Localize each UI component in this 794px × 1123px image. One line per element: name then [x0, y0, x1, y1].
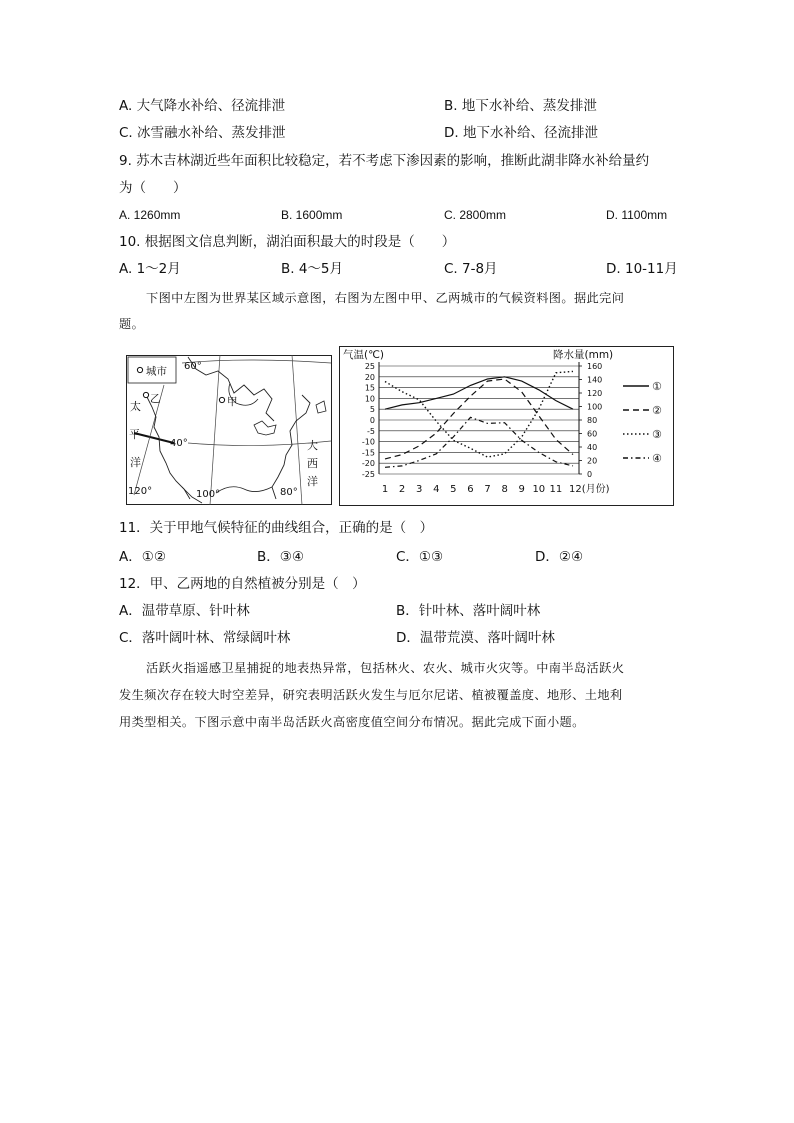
chart-left-tick-label: -20	[361, 459, 375, 469]
chart-right-tick-label: 100	[587, 402, 603, 412]
pacific-char-3: 洋	[130, 456, 141, 469]
chart-right-tick-label: 60	[587, 429, 598, 439]
chart-right-tick-label: 120	[587, 389, 603, 398]
passage1-line2: 题。	[119, 317, 145, 331]
q12-stem: 12．甲、乙两地的自然植被分别是（ ）	[119, 576, 366, 592]
chart-right-tick-label: 0	[587, 470, 593, 479]
chart-legend-label: ②	[652, 404, 662, 417]
chart-x-tick-label: 3	[415, 484, 423, 495]
chart-x-tick-label: 12(月份)	[569, 484, 610, 495]
q11-option-a: A．①②	[119, 549, 166, 565]
chart-right-tick-label: 40	[587, 443, 598, 452]
chart-legend-label: ③	[652, 428, 662, 441]
q12-option-c: C．落叶阔叶林、常绿阔叶林	[119, 630, 291, 646]
chart-left-tick-label: -10	[361, 437, 375, 447]
climate-chart	[339, 346, 674, 506]
chart-left-tick-label: 10	[364, 394, 375, 404]
q10-option-d: D. 10-11月	[606, 261, 678, 277]
q10-stem: 10. 根据图文信息判断，湖泊面积最大的时段是（ ）	[119, 234, 456, 250]
q11-option-d: D．②④	[535, 549, 584, 565]
q9-option-d: D. 1100mm	[606, 208, 668, 222]
q10-option-c: C. 7-8月	[444, 261, 498, 277]
chart-left-tick-label: 15	[364, 383, 375, 393]
q8-option-b: B. 地下水补给、蒸发排泄	[444, 98, 597, 114]
q12-option-d: D．温带荒漠、落叶阔叶林	[396, 630, 555, 646]
atlantic-char-3: 洋	[307, 475, 318, 488]
passage2-line1: 活跃火指遥感卫星捕捉的地表热异常，包括林火、农火、城市火灾等。中南半岛活跃火	[146, 661, 625, 675]
city-jia-label: 甲	[227, 396, 238, 408]
q10-option-a: A. 1～2月	[119, 261, 181, 277]
chart-left-axis-label: 气温(℃)	[343, 349, 384, 361]
map-lon-120: 120°	[128, 486, 153, 497]
chart-x-tick-label: 7	[484, 484, 491, 495]
chart-legend-label: ①	[652, 380, 662, 393]
q9-stem-line1: 9. 苏木吉林湖近些年面积比较稳定，若不考虑下渗因素的影响，推断此湖非降水补给量约	[119, 153, 650, 169]
chart-x-tick-label: 9	[518, 484, 525, 495]
chart-left-tick-label: 20	[364, 372, 375, 382]
q12-option-a: A．温带草原、针叶林	[119, 603, 250, 619]
q9-option-b: B. 1600mm	[281, 208, 343, 222]
chart-left-tick-label: 25	[364, 362, 375, 371]
map-lat-60: 60°	[184, 361, 202, 372]
chart-x-tick-label: 10	[532, 484, 546, 495]
chart-left-tick-label: 5	[369, 405, 375, 415]
pacific-char-2: 平	[129, 428, 140, 441]
q8-option-a: A. 大气降水补给、径流排泄	[119, 98, 286, 114]
chart-right-axis-label: 降水量(mm)	[553, 349, 614, 361]
q12-option-b: B．针叶林、落叶阔叶林	[396, 603, 541, 619]
chart-x-tick-label: 6	[467, 484, 474, 495]
passage2-line2: 发生频次存在较大时空差异，研究表明活跃火发生与厄尔尼诺、植被覆盖度、地形、土地利	[119, 688, 623, 702]
city-jia-marker	[219, 397, 224, 402]
map-lon-80: 80°	[280, 487, 298, 498]
pacific-char-1: 太	[130, 400, 141, 413]
chart-left-tick-label: 0	[369, 416, 375, 425]
city-yi-label: 乙	[150, 393, 161, 405]
passage1-line1: 下图中左图为世界某区域示意图，右图为左图中甲、乙两城市的气候资料图。据此完问	[146, 291, 625, 305]
chart-legend-label: ④	[652, 452, 662, 465]
q9-stem-line2: 为（ ）	[119, 180, 187, 196]
chart-left-tick-label: -15	[361, 448, 375, 458]
chart-left-tick-label: -5	[367, 426, 375, 436]
q11-option-c: C．①③	[396, 549, 444, 565]
chart-right-tick-label: 160	[587, 362, 603, 371]
chart-x-tick-label: 8	[501, 484, 508, 495]
atlantic-char-2: 西	[307, 457, 318, 470]
q11-option-b: B．③④	[257, 549, 304, 565]
chart-right-tick-label: 80	[587, 416, 598, 425]
chart-x-tick-label: 4	[433, 484, 440, 495]
chart-right-tick-label: 140	[587, 375, 603, 385]
q8-option-d: D. 地下水补给、径流排泄	[444, 125, 598, 141]
atlantic-char-1: 大	[307, 439, 318, 452]
chart-left-tick-label: -25	[361, 470, 375, 479]
q11-stem: 11．关于甲地气候特征的曲线组合，正确的是（ ）	[119, 520, 434, 536]
q9-option-a: A. 1260mm	[119, 208, 181, 222]
q9-option-c: C. 2800mm	[444, 208, 507, 222]
chart-x-tick-label: 2	[398, 484, 406, 495]
city-yi-marker	[143, 392, 148, 397]
map-lon-100: 100°	[196, 489, 221, 500]
legend-city-marker	[137, 367, 142, 372]
chart-x-tick-label: 1	[381, 484, 389, 495]
q8-option-c: C. 冰雪融水补给、蒸发排泄	[119, 125, 286, 141]
q10-option-b: B. 4～5月	[281, 261, 344, 277]
chart-right-tick-label: 20	[587, 456, 598, 466]
region-map	[126, 355, 332, 505]
map-legend-label: 城市	[146, 365, 167, 378]
map-lat-40: 40°	[170, 438, 188, 449]
passage2-line3: 用类型相关。下图示意中南半岛活跃火高密度值空间分布情况。据此完成下面小题。	[119, 715, 585, 729]
chart-x-tick-label: 5	[450, 484, 457, 495]
chart-x-tick-label: 11	[549, 484, 563, 495]
